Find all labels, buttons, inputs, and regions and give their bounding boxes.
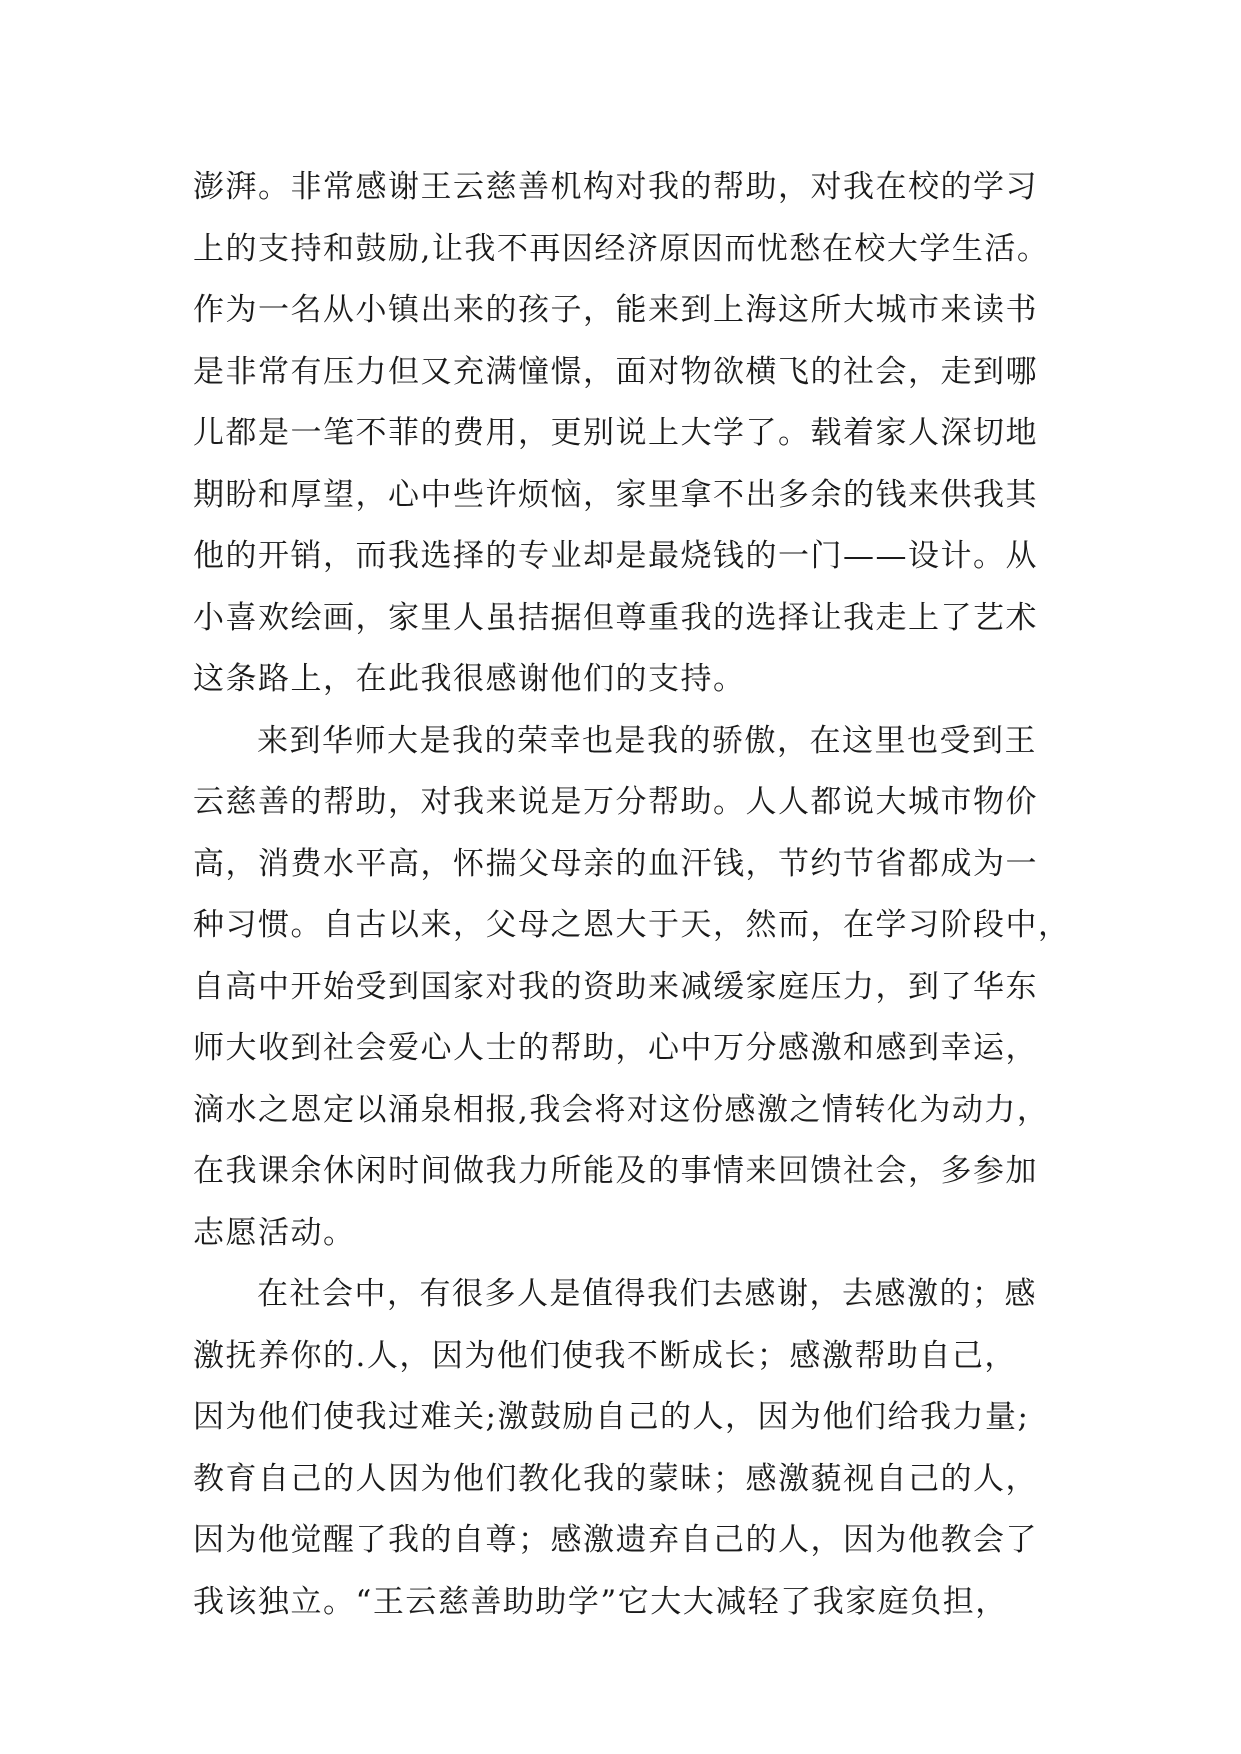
text-line: 这条路上，在此我很感谢他们的支持。: [193, 661, 746, 697]
text-line: 云慈善的帮助，对我来说是万分帮助。人人都说大城市物价: [193, 784, 1038, 820]
text-line: 来到华师大是我的荣幸也是我的骄傲，在这里也受到王: [257, 722, 1037, 759]
text-line: 自高中开始受到国家对我的资助来减缓家庭压力，到了华东: [193, 968, 1038, 1005]
text-line: 儿都是一笔不菲的费用，更别说上大学了。载着家人深切地: [193, 415, 1038, 451]
text-line: 滴水之恩定以涌泉相报,我会将对这份感激之情转化为动力，: [193, 1091, 1050, 1128]
text-line: 上的支持和鼓励,让我不再因经济原因而忧愁在校大学生活。: [193, 230, 1050, 267]
text-line: 澎湃。非常感谢王云慈善机构对我的帮助，对我在校的学习: [193, 169, 1038, 205]
text-line: 在我课余休闲时间做我力所能及的事情来回馈社会，多参加: [193, 1153, 1038, 1189]
text-line: 激抚养你的.人，因为他们使我不断成长；感激帮助自己，: [193, 1337, 1017, 1374]
text-line: 期盼和厚望，心中些许烦恼，家里拿不出多余的钱来供我其: [193, 476, 1038, 513]
text-line: 志愿活动。: [193, 1214, 356, 1251]
text-line: 在社会中，有很多人是值得我们去感谢，去感激的；感: [257, 1276, 1037, 1312]
body-text: [193, 157, 1093, 1633]
text-line: 教育自己的人因为他们教化我的蒙昧；感激藐视自己的人，: [193, 1460, 1038, 1497]
text-line: 他的开销，而我选择的专业却是最烧钱的一门——设计。从: [193, 538, 1038, 574]
text-line: 高，消费水平高，怀揣父母亲的血汗钱，节约节省都成为一: [193, 845, 1038, 882]
text-line: 是非常有压力但又充满憧憬，面对物欲横飞的社会，走到哪: [193, 353, 1038, 390]
text-line: 小喜欢绘画，家里人虽拮据但尊重我的选择让我走上了艺术: [193, 599, 1038, 636]
text-line: 我该独立。“王云慈善助助学”它大大减轻了我家庭负担，: [193, 1583, 1008, 1620]
text-line: 因为他觉醒了我的自尊；感激遗弃自己的人，因为他教会了: [193, 1522, 1038, 1558]
text-line: 作为一名从小镇出来的孩子，能来到上海这所大城市来读书: [193, 292, 1038, 328]
text-line: 种习惯。自古以来，父母之恩大于天，然而，在学习阶段中，: [193, 907, 1071, 943]
text-line: 师大收到社会爱心人士的帮助，心中万分感激和感到幸运，: [193, 1030, 1038, 1066]
text-line: 因为他们使我过难关;激鼓励自己的人，因为他们给我力量;: [193, 1399, 1030, 1435]
